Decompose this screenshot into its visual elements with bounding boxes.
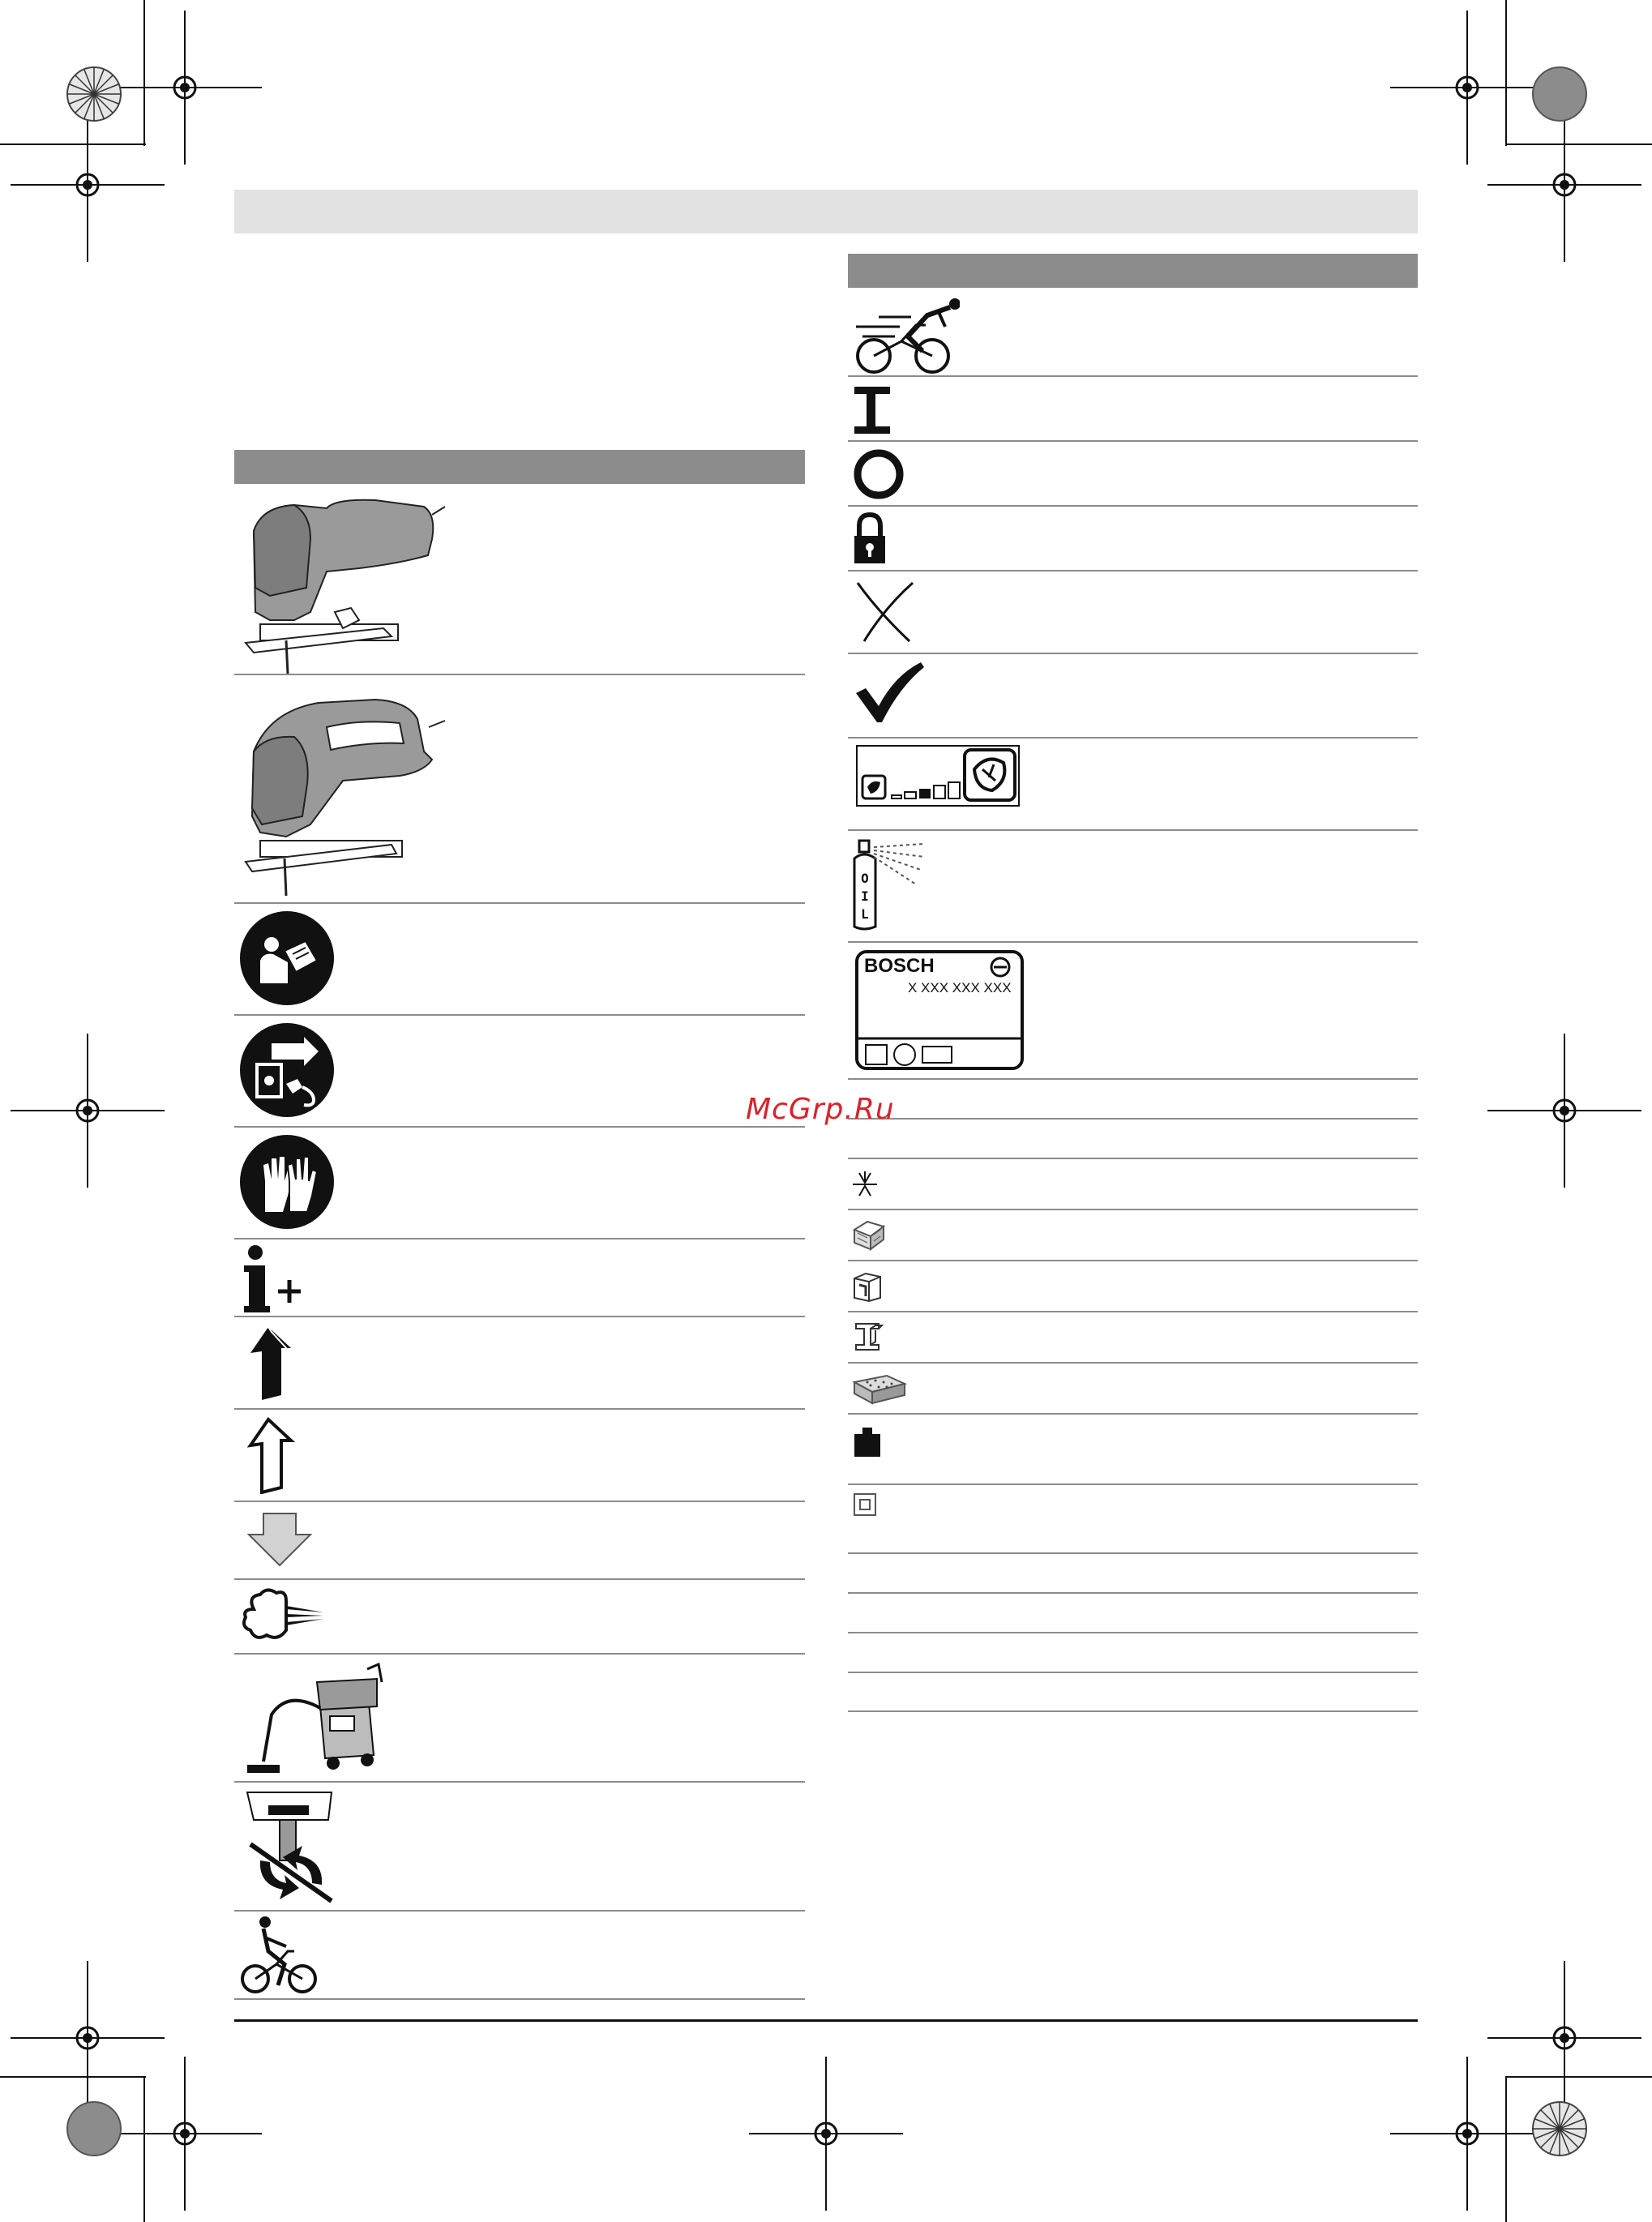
row-divider xyxy=(234,1501,805,1502)
row-divider xyxy=(234,1126,805,1128)
wood-icon xyxy=(851,1218,885,1251)
wear-gloves-icon xyxy=(239,1134,335,1230)
row-divider xyxy=(848,653,1418,654)
row-divider xyxy=(848,375,1418,377)
row-divider xyxy=(848,1209,1418,1210)
arrow-up-outline-icon xyxy=(244,1416,301,1494)
allowed-check-icon xyxy=(853,659,926,726)
row-divider xyxy=(234,1316,805,1317)
row-divider xyxy=(234,1653,805,1655)
row-divider xyxy=(234,1578,805,1580)
weight-icon xyxy=(853,1426,884,1458)
arrow-down-icon xyxy=(246,1510,314,1569)
row-divider xyxy=(848,829,1418,831)
row-divider xyxy=(848,941,1418,943)
row-divider xyxy=(234,1014,805,1016)
row-divider xyxy=(234,1408,805,1410)
section-header-bar-left xyxy=(234,450,805,484)
info-plus-icon xyxy=(242,1244,307,1312)
steel-icon xyxy=(851,1321,884,1353)
forbidden-cross-icon xyxy=(853,578,918,644)
row-divider xyxy=(848,1158,1418,1159)
cutting-depth-icon xyxy=(851,1170,879,1199)
row-divider xyxy=(234,902,805,904)
jigsaw-orbital-icon xyxy=(238,490,448,679)
blow-off-icon xyxy=(239,1585,328,1650)
row-divider xyxy=(848,440,1418,442)
row-divider xyxy=(848,1672,1418,1673)
row-divider xyxy=(848,1552,1418,1554)
arrow-up-filled-icon xyxy=(244,1324,301,1402)
ceramic-icon xyxy=(851,1372,908,1405)
oil-spray-icon xyxy=(851,836,940,933)
section-header-bar-right xyxy=(848,254,1418,288)
switch-off-icon xyxy=(853,448,905,500)
protection-class-icon xyxy=(853,1492,877,1517)
aluminium-icon xyxy=(851,1270,884,1303)
unplug-icon xyxy=(239,1022,335,1118)
row-divider xyxy=(848,1362,1418,1364)
oil-can-label-o: O xyxy=(861,871,869,886)
row-divider xyxy=(234,1238,805,1239)
row-divider xyxy=(848,1710,1418,1712)
page-header-bar xyxy=(234,190,1418,233)
watermark-text: McGrp.Ru xyxy=(746,1093,895,1126)
speed-levels-icon xyxy=(856,745,1020,807)
row-divider xyxy=(848,1311,1418,1312)
oil-can-label-l: L xyxy=(861,906,869,922)
row-divider xyxy=(848,1260,1418,1261)
page-footer-rule xyxy=(234,2019,1418,2022)
left-column xyxy=(234,450,805,2006)
jigsaw-bow-handle-icon xyxy=(238,679,448,899)
dust-extraction-rotate-icon xyxy=(242,1787,340,1909)
right-column xyxy=(848,254,1418,1713)
row-divider xyxy=(848,570,1418,572)
cyclist-slow-icon xyxy=(241,1916,322,1993)
row-divider xyxy=(848,1592,1418,1594)
rating-plate-brand: BOSCH xyxy=(864,955,935,977)
row-divider xyxy=(234,1910,805,1912)
switch-on-icon xyxy=(853,385,893,435)
rating-plate-number: X XXX XXX XXX xyxy=(908,980,1012,995)
lock-icon xyxy=(851,512,888,567)
read-manual-icon xyxy=(239,910,335,1006)
row-divider xyxy=(848,1118,1418,1120)
oil-can-label-i: I xyxy=(861,888,869,904)
row-divider xyxy=(848,1413,1418,1415)
vacuum-cleaner-icon xyxy=(239,1658,385,1779)
row-divider xyxy=(848,1078,1418,1080)
row-divider xyxy=(848,505,1418,507)
row-divider xyxy=(234,674,805,675)
row-divider xyxy=(234,1781,805,1783)
row-divider xyxy=(848,1632,1418,1633)
row-divider xyxy=(848,1483,1418,1485)
row-divider xyxy=(234,1998,805,2000)
cyclist-fast-icon xyxy=(854,294,960,375)
row-divider xyxy=(848,737,1418,739)
